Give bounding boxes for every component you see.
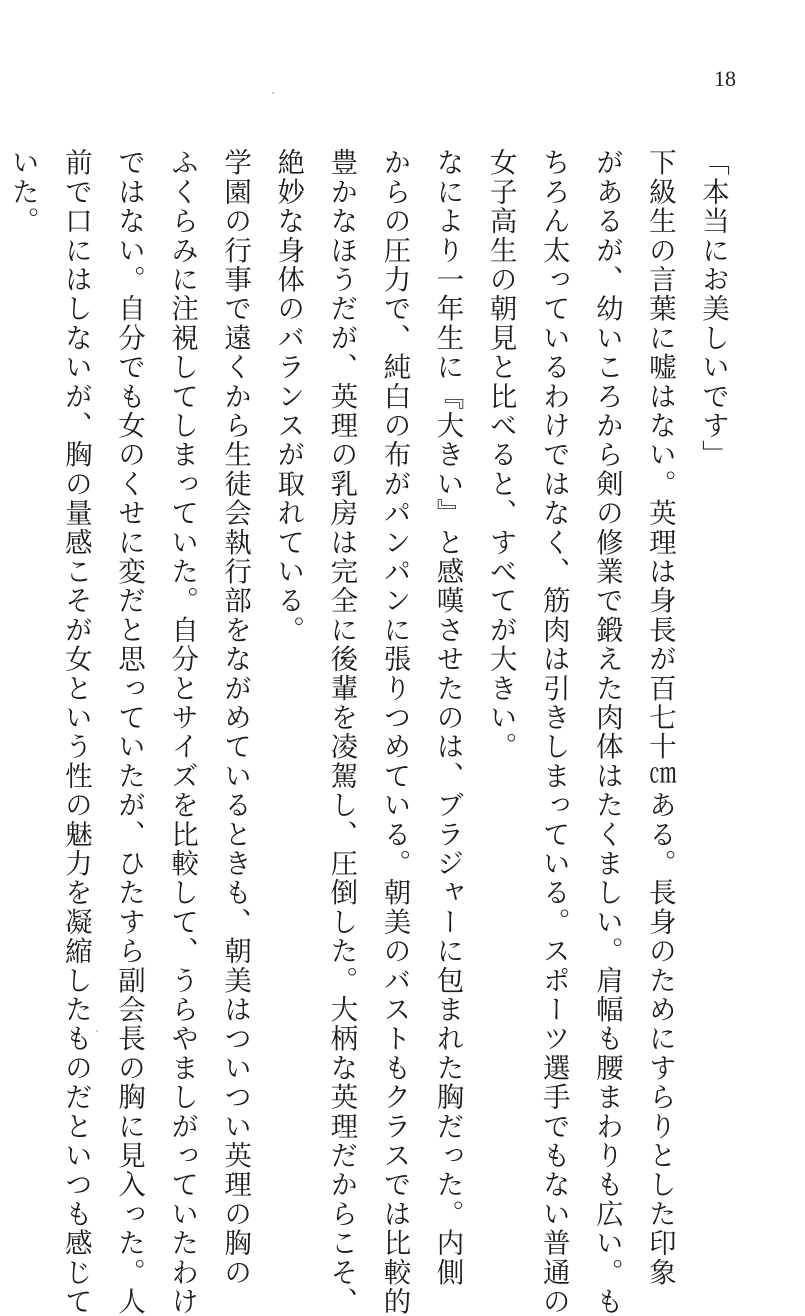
text-line: 絶妙な身体のバランスが取れている。	[272, 148, 305, 645]
scan-speck	[96, 1030, 98, 1032]
scan-speck	[272, 92, 274, 94]
text-line: 女子高生の朝見と比べると、すべてが大きい。	[484, 148, 517, 762]
text-line: いた。	[6, 148, 39, 236]
text-line: 下級生の言葉に嘘はない。英理は身長が百七十㎝ある。長身のためにすらりとした印象	[643, 148, 676, 1287]
text-line: ではない。自分でも女のくせに変だと思っていたが、ひたすら副会長の胸に見入った。人	[112, 148, 145, 1316]
text-line: 学園の行事で遠くから生徒会執行部をながめているときも、朝美はついつい英理の胸の	[219, 148, 252, 1287]
text-line: なにより一年生に『大きい』と感嘆させたのは、ブラジャーに包まれた胸だった。内側	[431, 148, 464, 1287]
text-line: 前で口にはしないが、胸の量感こそが女という性の魅力を凝縮したものだといつも感じて	[59, 148, 92, 1316]
text-line: ちろん太っているわけではなく、筋肉は引きしまっている。スポーツ選手でもない普通の	[537, 148, 570, 1316]
text-line: 「本当にお美しいです」	[697, 148, 729, 470]
text-line: ふくらみに注視してしまっていた。自分とサイズを比較して、うらやましがっていたわけ	[166, 148, 199, 1316]
text-line: があるが、幼いころから剣の修業で鍛えた肉体はたくましい。肩幅も腰まわりも広い。も	[590, 148, 623, 1316]
text-line: 豊かなほうだが、英理の乳房は完全に後輩を凌駕し、圧倒した。大柄な英理だからこそ、	[325, 148, 358, 1316]
vertical-text-block	[6, 148, 739, 1316]
page-number: 18	[714, 66, 736, 91]
text-line: からの圧力で、純白の布がパンパンに張りつめている。朝美のバストもクラスでは比較的	[378, 148, 411, 1316]
